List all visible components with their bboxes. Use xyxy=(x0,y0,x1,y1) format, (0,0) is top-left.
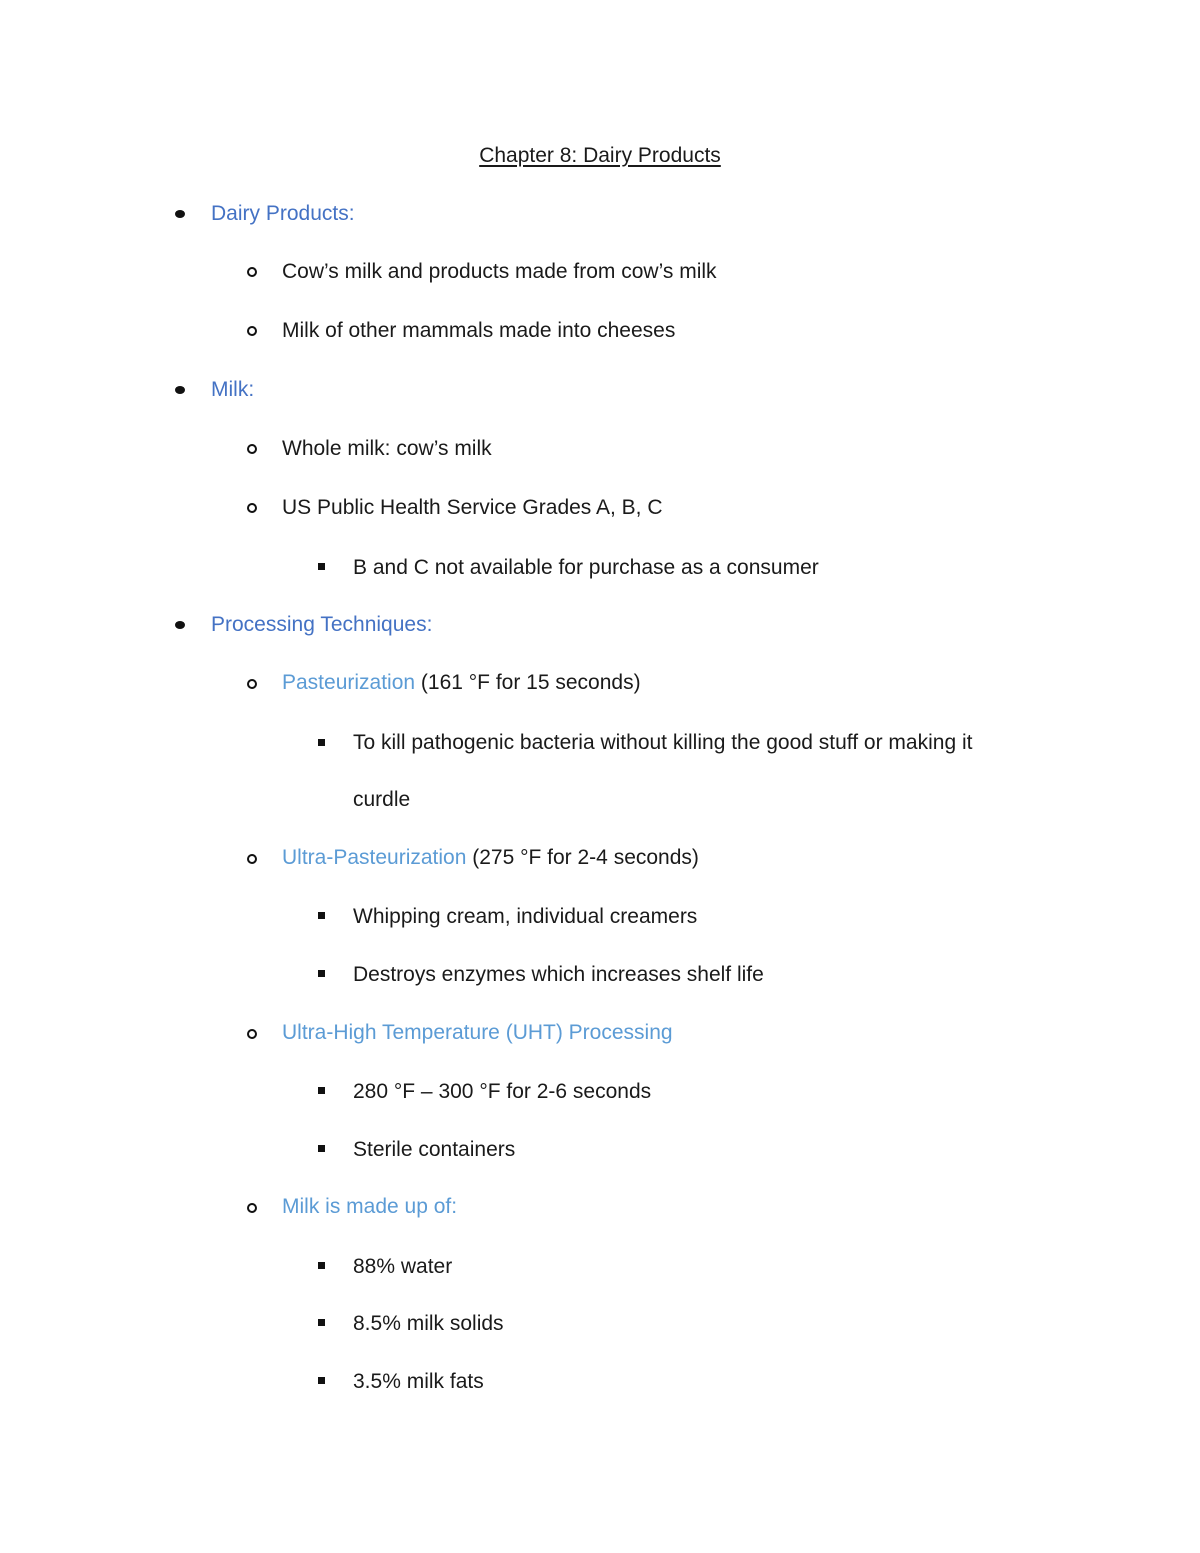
list-item: Whole milk: cow’s milk xyxy=(282,437,492,460)
section-heading-processing-techniques: Processing Techniques: xyxy=(211,613,433,636)
technique-uht-processing xyxy=(282,1019,673,1047)
technique-name: Pasteurization xyxy=(282,671,416,694)
list-item: Cow’s milk and products made from cow’s milk xyxy=(282,260,717,283)
circle-bullet-icon xyxy=(247,444,257,454)
disc-bullet-icon xyxy=(175,386,185,394)
list-item: 3.5% milk fats xyxy=(353,1370,484,1393)
square-bullet-icon xyxy=(318,563,325,570)
technique-ultra-pasteurization xyxy=(282,844,699,872)
square-bullet-icon xyxy=(318,1087,325,1094)
section-heading-dairy-products: Dairy Products: xyxy=(211,202,355,225)
circle-bullet-icon xyxy=(247,503,257,513)
disc-bullet-icon xyxy=(175,210,185,218)
circle-bullet-icon xyxy=(247,267,257,277)
square-bullet-icon xyxy=(318,1145,325,1152)
list-item: 280 °F – 300 °F for 2-6 seconds xyxy=(353,1080,652,1103)
circle-bullet-icon xyxy=(247,326,257,336)
section-heading-milk: Milk: xyxy=(211,378,255,401)
list-item: Milk of other mammals made into cheeses xyxy=(282,319,676,342)
circle-bullet-icon xyxy=(247,1203,257,1213)
list-item: Whipping cream, individual creamers xyxy=(353,905,698,928)
circle-bullet-icon xyxy=(247,679,257,689)
technique-detail: (275 °F for 2-4 seconds) xyxy=(466,846,699,869)
list-item: B and C not available for purchase as a consumer xyxy=(353,556,819,579)
page-title: Chapter 8: Dairy Products xyxy=(479,144,721,167)
square-bullet-icon xyxy=(318,739,325,746)
technique-pasteurization xyxy=(282,669,641,697)
square-bullet-icon xyxy=(318,1377,325,1384)
circle-bullet-icon xyxy=(247,1029,257,1039)
technique-detail: (161 °F for 15 seconds) xyxy=(415,671,641,694)
circle-bullet-icon xyxy=(247,854,257,864)
list-item: US Public Health Service Grades A, B, C xyxy=(282,496,663,519)
square-bullet-icon xyxy=(318,1262,325,1269)
list-item: 8.5% milk solids xyxy=(353,1312,504,1335)
square-bullet-icon xyxy=(318,970,325,977)
list-item: 88% water xyxy=(353,1255,453,1278)
list-item-continuation: curdle xyxy=(353,788,411,811)
technique-name: Milk is made up of: xyxy=(282,1195,458,1218)
list-item: Destroys enzymes which increases shelf life xyxy=(353,963,764,986)
list-item: To kill pathogenic bacteria without killing the good stuff or making it xyxy=(353,731,973,754)
square-bullet-icon xyxy=(318,912,325,919)
technique-milk-composition xyxy=(282,1193,457,1221)
disc-bullet-icon xyxy=(175,621,185,629)
technique-name: Ultra-Pasteurization xyxy=(282,846,467,869)
list-item: Sterile containers xyxy=(353,1138,516,1161)
square-bullet-icon xyxy=(318,1319,325,1326)
technique-name: Ultra-High Temperature (UHT) Processing xyxy=(282,1021,673,1044)
